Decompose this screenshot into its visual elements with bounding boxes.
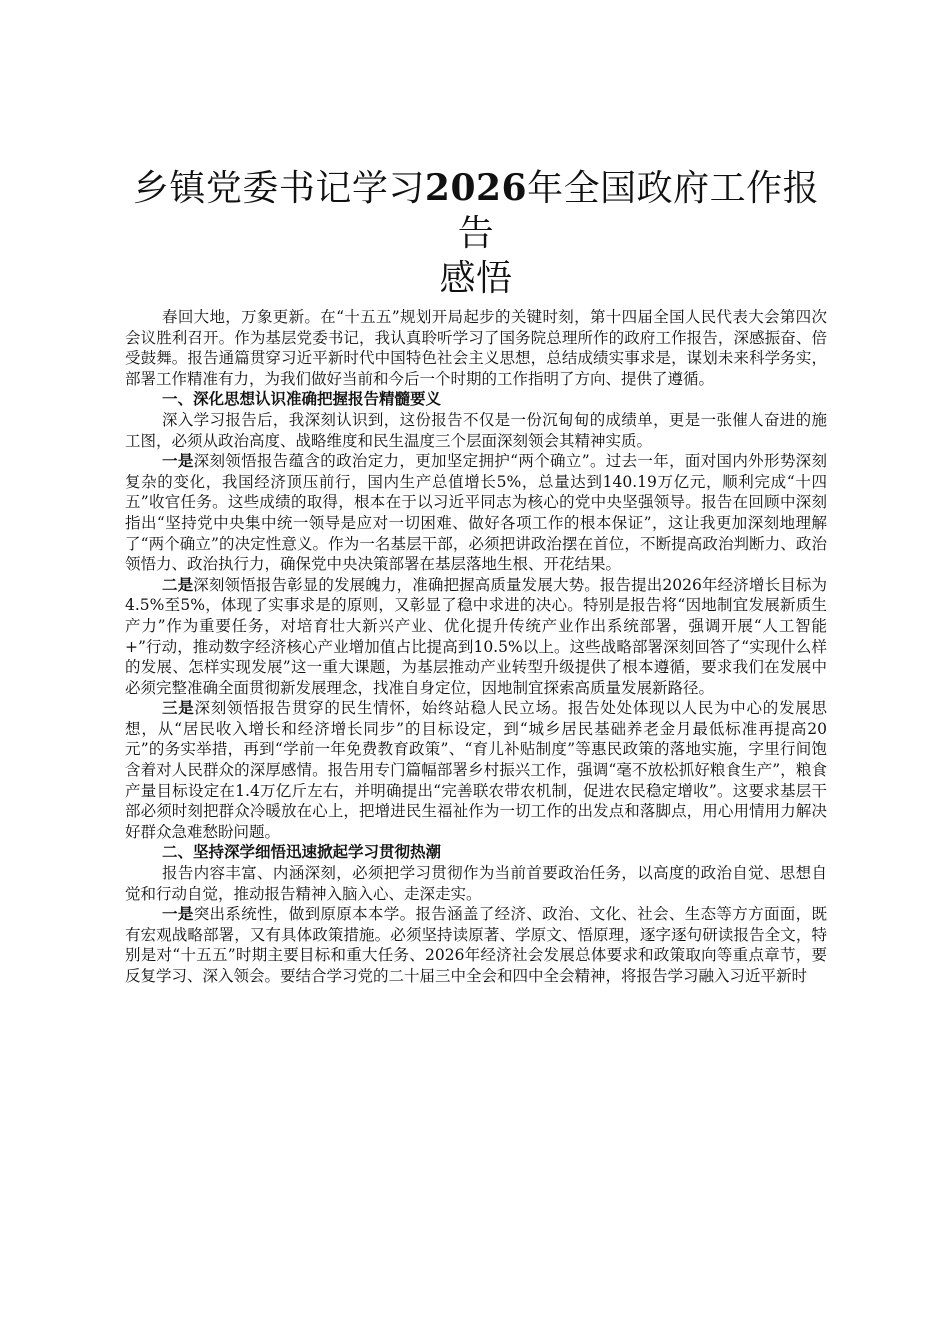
title-text-part: 乡镇党委书记学习 — [132, 168, 425, 209]
section1-point-3 — [125, 698, 827, 842]
point-lead: 一是 — [162, 451, 194, 471]
section-heading-1: 一、深化思想认识准确把握报告精髓要义 — [162, 389, 442, 409]
point-lead: 三是 — [162, 698, 195, 718]
section-heading-2: 二、坚持深学细悟迅速掀起学习贯彻热潮 — [162, 842, 442, 862]
point-text: 突出系统性，做到原原本本学。报告涵盖了经济、政治、文化、社会、生态等方方面面，既有宏观战略部署，又有具体政策措施。必须坚持读原著、学原文、悟原理，逐字逐句研读报告全文，特别是对“十五五”时期主要目标和重大任务、2026年经济社会发展总体要求和政策取向等重点章节，要反复学习、深入领会。要结合学习党的二十届三中全会和四中全会精神，将报告学习融入习近平新时 — [125, 905, 827, 985]
title-line2: 感悟 — [439, 258, 513, 299]
section1-point-1 — [125, 451, 827, 575]
document-page — [125, 166, 827, 987]
title-year: 2026 — [424, 167, 528, 209]
title-text-part: 年全国政府工作报告 — [457, 168, 820, 254]
document-title — [125, 166, 827, 301]
section2-point-1 — [125, 904, 827, 986]
section1-intro-paragraph: 深入学习报告后，我深刻认识到，这份报告不仅是一份沉甸甸的成绩单，更是一张催人奋进的施工图，必须从政治高度、战略维度和民生温度三个层面深刻领会其精神实质。 — [125, 410, 827, 450]
document-body — [125, 307, 827, 987]
point-lead: 二是 — [162, 574, 194, 594]
title-line1 — [133, 168, 819, 254]
point-text: 深刻领悟报告贯穿的民生情怀，始终站稳人民立场。报告处处体现以人民为中心的发展思想，从“居民收入增长和经济增长同步”的目标设定，到“城乡居民基础养老金月最低标准再提高20元”的务实举措，再到“学前一年免费教育政策”、“育儿补贴制度”等惠民政策的落地实施，字里行间饱含着对人民群众的深厚感情。报告用专门篇幅部署乡村振兴工作，强调“毫不放松抓好粮食生产”，粮食产量目标设定在1.4万亿斤左右，并明确提出“完善联农带农机制，促进农民稳定增收”。这要求基层干部必须时刻把群众冷暖放在心上，把增进民生福祉作为一切工作的出发点和落脚点，用心用情用力解决好群众急难愁盼问题。 — [125, 699, 827, 841]
point-text: 深刻领悟报告彰显的发展魄力，准确把握高质量发展大势。报告提出2026年经济增长目标为4.5%至5%，体现了实事求是的原则，又彰显了稳中求进的决心。特别是报告将“因地制宜发展新质生产力”作为重要任务，对培育壮大新兴产业、优化提升传统产业作出系统部署，强调开展“人工智能+”行动，推动数字经济核心产业增加值占比提高到10.5%以上。这些战略部署深刻回答了“实现什么样的发展、怎样实现发展”这一重大课题，为基层推动产业转型升级提供了根本遵循，要求我们在发展中必须完整准确全面贯彻新发展理念，找准自身定位，因地制宜探索高质量发展新路径。 — [125, 575, 827, 697]
section1-point-2 — [125, 575, 827, 699]
intro-paragraph: 春回大地，万象更新。在“十五五”规划开局起步的关键时刻，第十四届全国人民代表大会第四次会议胜利召开。作为基层党委书记，我认真聆听学习了国务院总理所作的政府工作报告，深感振奋、倍受鼓舞。报告通篇贯穿习近平新时代中国特色社会主义思想，总结成绩实事求是，谋划未来科学务实，部署工作精准有力，为我们做好当前和今后一个时期的工作指明了方向、提供了遵循。 — [125, 308, 827, 388]
point-text: 深刻领悟报告蕴含的政治定力，更加坚定拥护“两个确立”。过去一年，面对国内外形势深刻复杂的变化，我国经济顶压前行，国内生产总值增长5%，总量达到140.19万亿元，顺利完成“十四五”收官任务。这些成绩的取得，根本在于以习近平同志为核心的党中央坚强领导。报告在回顾中深刻指出“坚持党中央集中统一领导是应对一切困难、做好各项工作的根本保证”，这让我更加深刻地理解了“两个确立”的决定性意义。作为一名基层干部，必须把讲政治摆在首位，不断提高政治判断力、政治领悟力、政治执行力，确保党中央决策部署在基层落地生根、开花结果。 — [125, 452, 827, 574]
point-lead: 一是 — [162, 904, 194, 924]
section2-intro-paragraph: 报告内容丰富、内涵深刻，必须把学习贯彻作为当前首要政治任务，以高度的政治自觉、思想自觉和行动自觉，推动报告精神入脑入心、走深走实。 — [125, 864, 827, 903]
